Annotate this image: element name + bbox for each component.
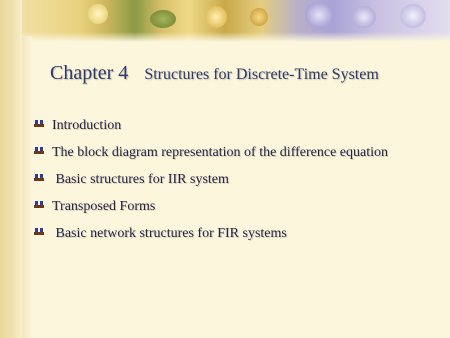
bullet-icon [34, 120, 44, 130]
left-decorative-band [22, 36, 32, 338]
bullet-icon [34, 174, 44, 184]
leaf-decoration [150, 10, 176, 28]
list-item-text: Transposed Forms [52, 199, 156, 214]
slide-title [50, 62, 379, 85]
flower-decoration [88, 4, 108, 24]
flower-decoration [205, 6, 227, 28]
list-item-text: The block diagram representation of the difference equation [52, 145, 388, 160]
flower-decoration [352, 6, 376, 28]
list-item [34, 226, 287, 242]
chapter-title: Structures for Discrete-Time System [144, 66, 379, 83]
bullet-icon [34, 228, 44, 238]
bullet-icon [34, 201, 44, 211]
flower-decoration [305, 2, 333, 28]
list-item [34, 118, 121, 134]
bullet-icon [34, 147, 44, 157]
list-item [34, 172, 229, 188]
left-decorative-band [0, 0, 22, 338]
decorative-banner [0, 0, 450, 42]
list-item [34, 199, 155, 215]
chapter-label: Chapter 4 [50, 62, 129, 84]
list-item [34, 145, 388, 161]
flower-decoration [250, 8, 268, 26]
flower-decoration [400, 4, 426, 28]
list-item-text: Introduction [52, 118, 122, 133]
list-item-text: Basic network structures for FIR systems [52, 226, 287, 241]
list-item-text: Basic structures for IIR system [52, 172, 229, 187]
